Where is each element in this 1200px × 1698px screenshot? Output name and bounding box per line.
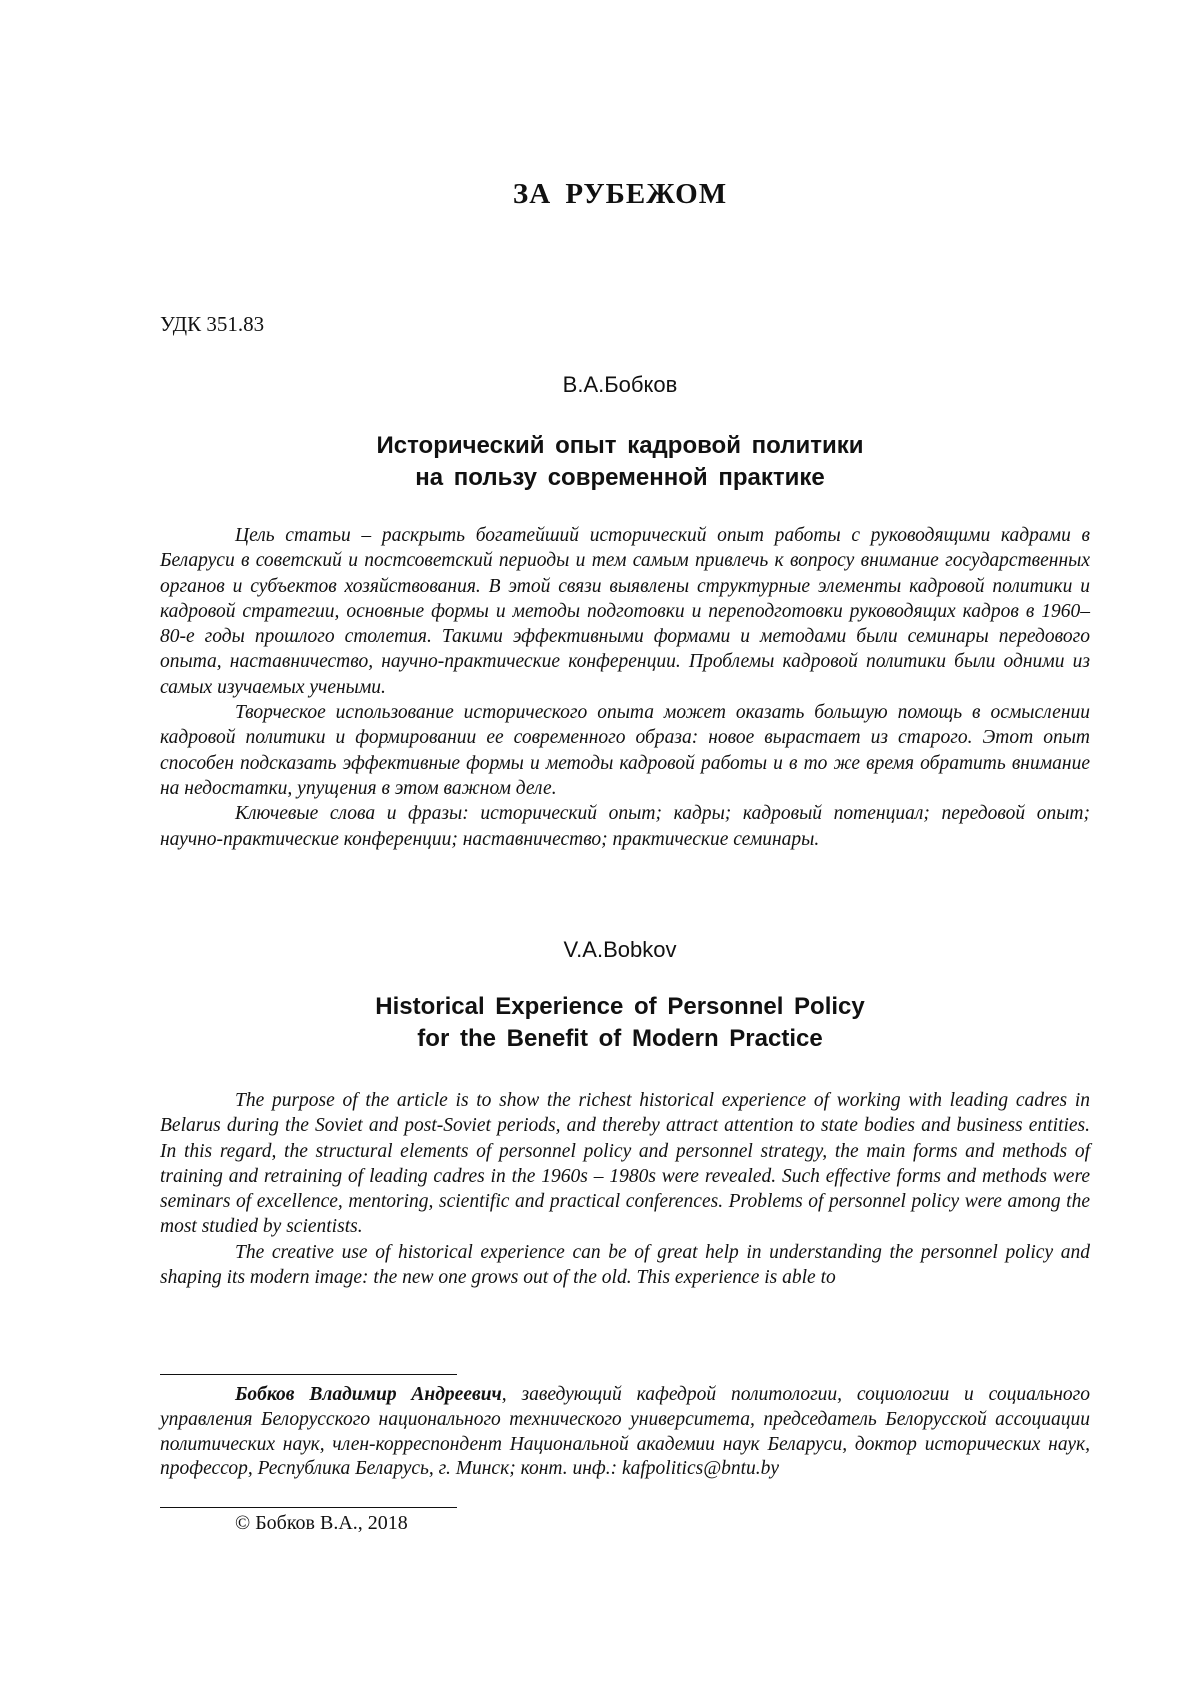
article-title-ru-line2: на пользу современной практике xyxy=(415,464,825,491)
author-footnote xyxy=(160,1383,1090,1482)
section-title: ЗА РУБЕЖОМ xyxy=(512,178,728,210)
article-title-en xyxy=(0,991,1200,1055)
article-title-ru-line1: Исторический опыт кадровой политики xyxy=(376,432,864,459)
abstract-ru-keywords: Ключевые слова и фразы: исторический опыт; кадры; кадровый потенциал; передовой опыт; научно-практические конференции; наставничество; практические семинары. xyxy=(160,803,1090,850)
abstract-en-paragraph-purpose: The purpose of the article is to show the richest historical experience of working with leading cadres in Belarus during the Soviet and post-Soviet periods, and thereby attract attention to state bodies and business entities. In this regard, the structural elements of personnel policy and personnel strategy, the main forms and methods of training and retraining of leading cadres in the 1960s – 1980s were revealed. Such effective forms and methods were seminars of excellence, mentoring, scientific and practical conferences. Problems of personnel policy were among the most studied by scientists. xyxy=(160,1090,1090,1238)
abstract-ru-paragraph-purpose: Цель статьи – раскрыть богатейший исторический опыт работы с руководящими кадрами в Беларуси в советский и постсоветский периоды и тем самым привлечь к вопросу внимание государственных органов и субъектов хозяйствования. В этой связи выявлены структурные элементы кадровой политики и кадровой стратегии, основные формы и методы подготовки и переподготовки руководящих кадров в 1960–80-е годы прошлого столетия. Такими эффективными формами и методами были семинары передового опыта, наставничество, научно-практические конференции. Проблемы кадровой политики были одними из самых изучаемых учеными. xyxy=(160,525,1090,698)
abstract-en-paragraph-use: The creative use of historical experience can be of great help in understanding the personnel policy and shaping its modern image: the new one grows out of the old. This experience is able to xyxy=(160,1241,1090,1289)
author-ru: В.А.Бобков xyxy=(562,372,678,397)
footnote-author-details: , заведующий кафедрой политологии, социологии и социального управления Белорусского национального технического университета, председатель Белорусской ассоциации политических наук, член-корреспондент Национальной академии наук Беларуси, доктор исторических наук, профессор, Республика Беларусь, г. Минск; конт. инф.: kafpolitics@bntu.by xyxy=(160,1384,1090,1480)
article-title-ru xyxy=(0,430,1200,494)
abstract-en xyxy=(160,1088,1090,1290)
author-en: V.A.Bobkov xyxy=(563,937,677,962)
footnote-divider xyxy=(160,1374,457,1375)
article-title-en-line1: Historical Experience of Personnel Policy xyxy=(375,993,865,1020)
copyright-divider xyxy=(160,1507,457,1508)
abstract-ru xyxy=(160,523,1090,852)
copyright-notice: © Бобков В.А., 2018 xyxy=(235,1512,408,1534)
abstract-ru-paragraph-use: Творческое использование исторического опыта может оказать большую помощь в осмыслении кадровой политики и формировании ее современного образа: новое вырастает из старого. Этот опыт способен подсказать эффективные формы и методы кадровой работы и в то же время обратить внимание на недостатки, упущения в этом важном деле. xyxy=(160,702,1090,799)
article-title-en-line2: for the Benefit of Modern Practice xyxy=(417,1025,823,1052)
footnote-author-name: Бобков Владимир Андреевич xyxy=(235,1384,502,1405)
udk-code: УДК 351.83 xyxy=(160,312,265,336)
